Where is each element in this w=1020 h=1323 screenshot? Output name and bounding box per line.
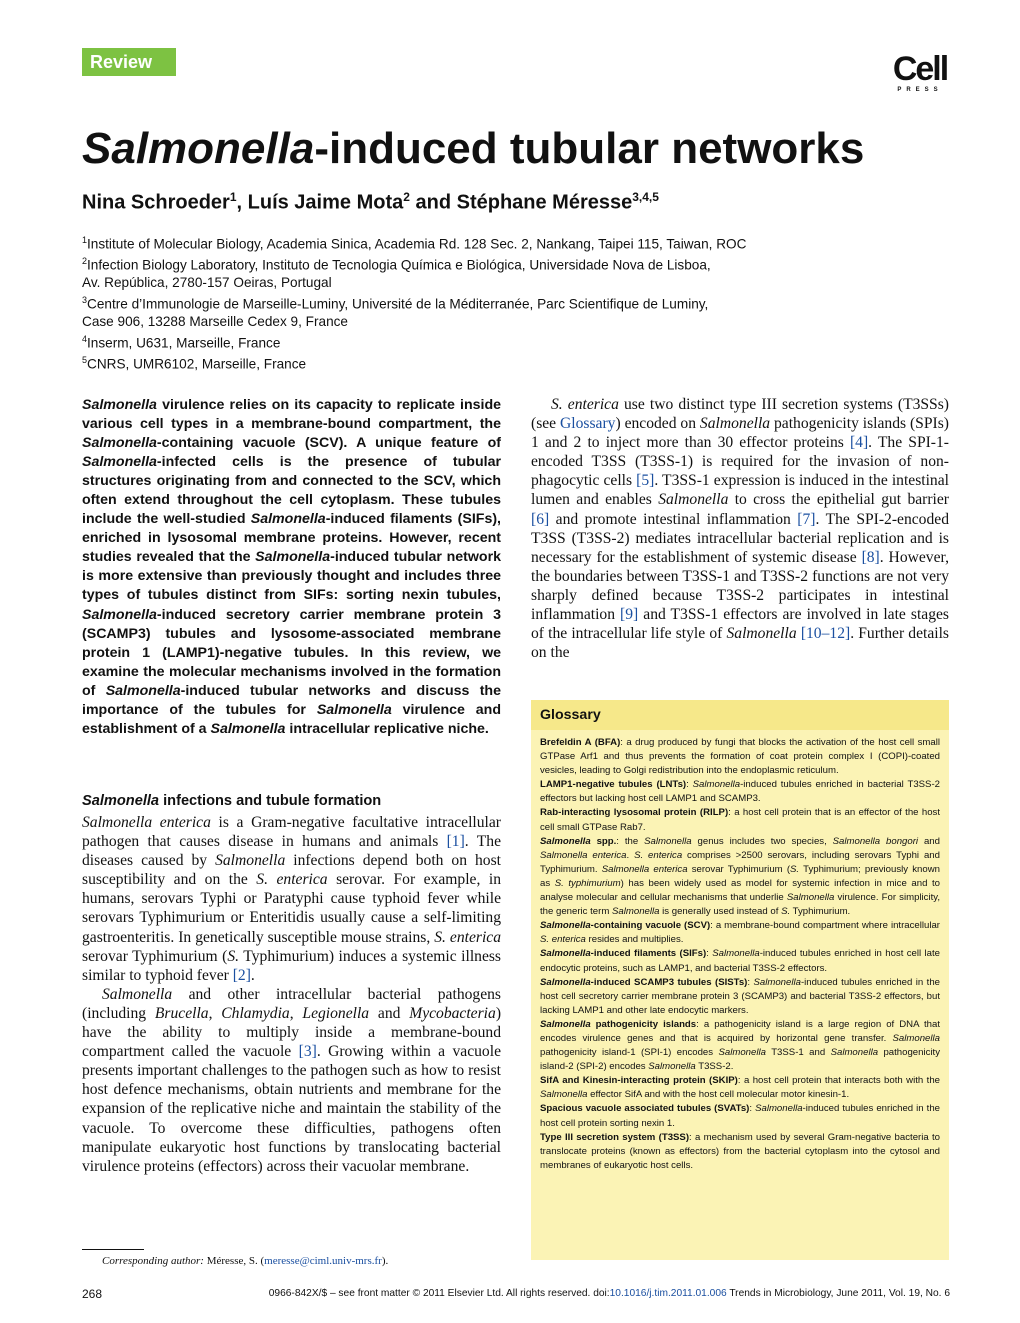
glossary-box: [531, 700, 949, 1260]
section-heading-italic: Salmonella: [82, 793, 160, 809]
footer-meta: 0966-842X/$ – see front matter © 2011 Elsevier Ltd. All rights reserved. doi:10.1016/j.tim.2011.01.006 Trends in Microbiology, June 2011, Vol. 19, No. 6: [268, 1288, 950, 1299]
article-title: [82, 122, 864, 176]
glossary-entry: Salmonella-induced SCAMP3 tubules (SISTs): Salmonella-induced tubules enriched in the host cell secretory carrier membrane protein 3 (SCAMP3) and bacterial T3SS-2 effectors, but lacking LAMP1 and other late endocytic markers.: [540, 976, 940, 1016]
section-heading-rest: infections and tubule formation: [159, 793, 382, 809]
glossary-entry: SifA and Kinesin-interacting protein (SKIP): a host cell protein that interacts both with the Salmonella effector SifA and with the host cell molecular motor kinesin-1.: [540, 1075, 941, 1101]
glossary-entries: [531, 730, 949, 1173]
cell-press-logo[interactable]: [890, 52, 950, 94]
affiliation-line: Case 906, 13288 Marseille Cedex 9, France: [82, 313, 348, 329]
paragraph: Salmonella enterica is a Gram-negative facultative intracellular pathogen that causes disease in humans and animals [1]. The diseases caused by Salmonella infections depend both on host susceptibility and on the S. enterica serovar. For example, in humans, serovars Typhi or Paratyphi cause typhoid fever while serovars Typhimurium or Enteritidis usually cause a self-limiting gastroenteritis. In genetically susceptible mouse strains, S. enterica serovar Typhimurium (S. Typhimurium) induces a systemic illness similar to typhoid fever [2].: [82, 814, 502, 984]
affiliation-line: $^3$Centre d’Immunologie de Marseille-Luminy, Université de la Méditerranée, Parc Scientifique de Luminy,: [82, 294, 709, 312]
affiliation-marker: 5: [82, 354, 88, 365]
affiliation-line: $^2$Infection Biology Laboratory, Instituto de Tecnologia Química e Biológica, Universidade Nova de Lisboa,: [82, 256, 711, 273]
right-column-body: [531, 395, 949, 662]
affiliation-marker: 1: [82, 235, 88, 245]
author-list: Nina Schroeder$^1$, Luís Jaime Mota$^2$ and Stéphane Méresse$^{3,4,5}$: [82, 190, 659, 214]
paragraph: Salmonella and other intracellular bacterial pathogens (including Brucella, Chlamydia, Legionella and Mycobacteria) have the ability to multiply inside a membrane-bound compartment called the vacuole [3]. Growing within a vacuole presents important challenges to the pathogen such as how to resist host defence mechanisms, obtain nutrients and membrane for the expansion of the replicative niche and maintain the stability of the vacuole. To overcome these difficulties, pathogens often manipulate eukaryotic host functions by translocating bacterial virulence proteins (effectors) across their vacuolar membrane.: [82, 985, 502, 1175]
author-name: Nina Schroeder: [82, 191, 230, 214]
paragraph: S. enterica use two distinct type III secretion systems (T3SSs) (see Glossary) encoded on Salmonella pathogenicity islands (SPIs) 1 and 2 to inject more than 30 effector proteins [4]. The SPI-1-encoded T3SS (T3SS-1) is required for the invasion of non-phagocytic cells [5]. T3SS-1 expression is induced in the intestinal lumen and enables Salmonella to cross the epithelial gut barrier [6] and promote intestinal inflammation [7]. The SPI-2-encoded T3SS (T3SS-2) mediates intracellular bacterial replication and is necessary for the establishment of systemic disease [8]. However, the boundaries between T3SS-1 and T3SS-2 functions are not very sharply defined because T3SS-2 participates in intestinal inflammation [9] and T3SS-1 effectors are involved in late stages of the intracellular life style of Salmonella [10–12]. Further details on the: [531, 396, 949, 662]
glossary-title: Glossary: [531, 700, 949, 730]
glossary-entry: Salmonella spp.: the Salmonella genus includes two species, Salmonella bongori and Salmonella enterica. S. enterica comprises >2500 serovars, including serovars Typhi and Typhimurium. Salmonella enterica serovar Typhimurium (S. Typhimurium; previously known as S. typhimurium) has been widely used as model for systemic infection in mice and to analyse molecular and cellular mechanisms that underlie Salmonella virulence. For simplicity, the generic term Salmonella is generally used instead of S. Typhimurium.: [540, 835, 941, 918]
glossary-entry: Salmonella pathogenicity islands: a pathogenicity island is a large region of DNA that encodes virulence genes and that is acquired by horizontal gene transfer. Salmonella pathogenicity island-1 (SPI-1) encodes Salmonella T3SS-1 and Salmonella pathogenicity island-2 (SPI-2) encodes Salmonella T3SS-2.: [540, 1018, 941, 1073]
author-affiliation-marker: 3,4,5: [632, 190, 659, 204]
author-affiliation-marker: 1: [229, 190, 237, 204]
glossary-entry: Rab-interacting lysosomal protein (RILP): a host cell protein that is an effector of the host cell small GTPase Rab7.: [540, 807, 940, 833]
affiliation-line: Av. República, 2780-157 Oeiras, Portugal: [82, 275, 332, 291]
author-name: Luís Jaime Mota: [247, 191, 404, 214]
section-heading: [82, 793, 381, 809]
glossary-entry: LAMP1-negative tubules (LNTs): Salmonella-induced tubules enriched in bacterial T3SS-2 effectors but lacking host cell LAMP1 and SCAMP3.: [540, 779, 940, 805]
abstract: Salmonella virulence relies on its capacity to replicate inside various cell types in a membrane-bound compartment, the Salmonella-containing vacuole (SCV). A unique feature of Salmonella-infected cells is the presence of tubular structures originating from and connected to the SCV, which often extend throughout the cell cytoplasm. These tubules include the well-studied Salmonella-induced filaments (SIFs), enriched in lysosomal membrane proteins. However, recent studies revealed that the Salmonella-induced tubular network is more extensive than previously thought and includes three types of tubules distinct from SIFs: sorting nexin tubules, Salmonella-induced secretory carrier membrane protein 3 (SCAMP3) tubules and lysosome-associated membrane protein 1 (LAMP1)-negative tubules. In this review, we examine the molecular mechanisms involved in the formation of Salmonella-induced tubular networks and discuss the importance of the tubules for Salmonella virulence and establishment of a Salmonella intracellular replicative niche.: [82, 397, 501, 737]
affiliation-list: [82, 232, 746, 373]
title-rest: -induced tubular networks: [314, 124, 865, 173]
affiliation-marker: 4: [82, 333, 88, 344]
affiliation-marker: 2: [82, 256, 88, 267]
logo-subtext: PRESS: [897, 87, 943, 93]
left-column-body: [82, 813, 501, 1176]
footnote-divider: [82, 1249, 144, 1250]
glossary-entry: Type III secretion system (T3SS): a mechanism used by several Gram-negative bacteria to translocate proteins (known as effectors) from the bacterial cytoplasm into the cytosol and membranes of eukaryotic host cells.: [540, 1131, 940, 1171]
section-label: Review: [82, 48, 176, 76]
affiliation-line: $^4$Inserm, U631, Marseille, France: [82, 333, 281, 351]
glossary-entry: Brefeldin A (BFA): a drug produced by fungi that blocks the activation of the host cell small GTPase Arf1 and thus prevents the formation of coat protein complex I (COPI)-coated vesicles, leading to Golgi redistribution into the endoplasmic reticulum.: [540, 737, 941, 777]
corresponding-author-note: Corresponding author: Méresse, S. (meresse@ciml.univ-mrs.fr).: [102, 1255, 389, 1267]
logo-text: Cell: [892, 50, 948, 88]
affiliation-line: $^5$CNRS, UMR6102, Marseille, France: [82, 354, 307, 372]
glossary-entry: Salmonella-containing vacuole (SCV): a membrane-bound compartment where intracellular S. enterica resides and multiplies.: [540, 920, 940, 946]
affiliation-marker: 3: [82, 294, 88, 305]
author-affiliation-marker: 2: [403, 190, 410, 204]
title-italic: Salmonella: [82, 124, 315, 173]
page-number: 268: [82, 1287, 103, 1301]
glossary-entry: Salmonella-induced filaments (SIFs): Salmonella-induced tubules enriched in host cell late endocytic proteins, such as LAMP1, and bacterial T3SS-2 effectors.: [540, 948, 940, 974]
author-name: Stéphane Méresse: [456, 191, 633, 214]
glossary-entry: Spacious vacuole associated tubules (SVATs): Salmonella-induced tubules enriched in the host cell protein sorting nexin 1.: [540, 1103, 940, 1129]
affiliation-line: $^1$Institute of Molecular Biology, Academia Sinica, Academia Rd. 128 Sec. 2, Nankang, Taipei 115, Taiwan, ROC: [82, 235, 747, 252]
